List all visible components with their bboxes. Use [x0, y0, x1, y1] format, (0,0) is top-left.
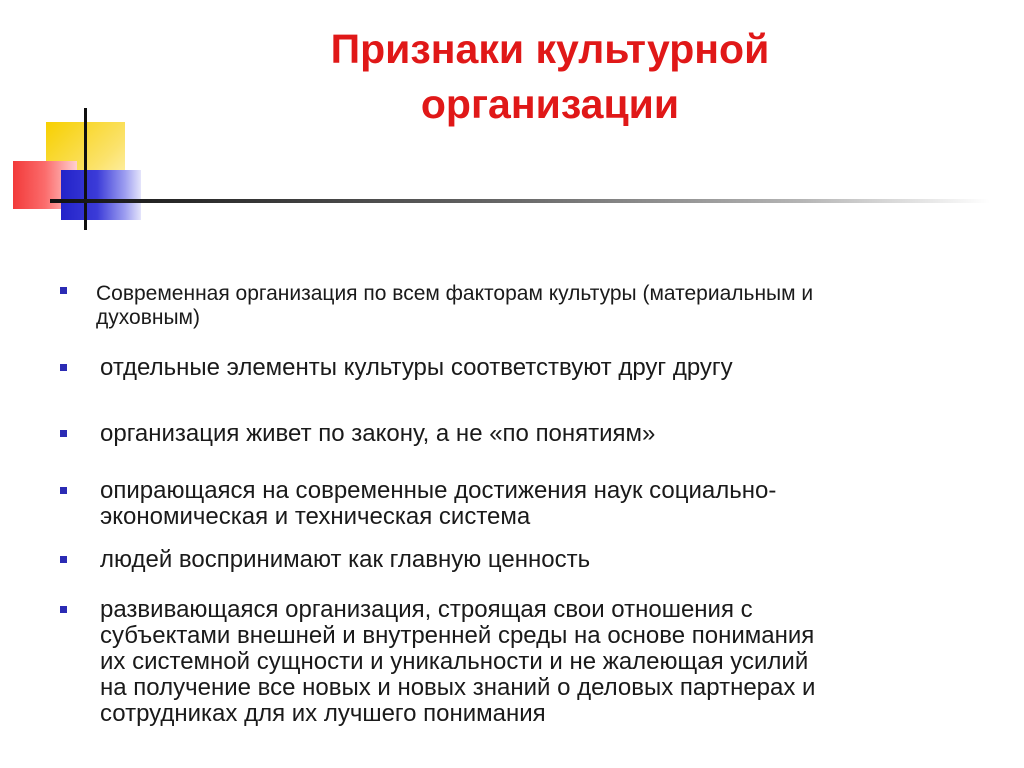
- bullet-square-icon: [60, 606, 67, 613]
- bullet-text: людей воспринимают как главную ценность: [100, 546, 591, 573]
- title-line-2: организации: [420, 81, 680, 127]
- slide-title: [200, 22, 900, 132]
- bullet-square-icon: [60, 556, 67, 563]
- bullet-text: развивающаяся организация, строящая свои отношения с субъектами внешней и внутренней среды на основе понимания их системной сущности и уникальности и не жалеющая усилий на получение все новых и новых знаний о деловых партнерах и сотрудниках для их лучшего понимания: [100, 596, 816, 727]
- blue-square-decoration: [61, 170, 141, 220]
- vertical-line-decoration: [84, 108, 87, 230]
- bullet-text: опирающаяся на современные достижения наук социально- экономическая и техническая система: [100, 477, 777, 530]
- bullet-text: Современная организация по всем факторам культуры (материальным и духовным): [96, 282, 814, 329]
- bullet-text: организация живет по закону, а не «по понятиям»: [100, 420, 656, 447]
- bullet-square-icon: [60, 487, 67, 494]
- bullet-text: отдельные элементы культуры соответствуют друг другу: [100, 354, 733, 381]
- bullet-square-icon: [60, 364, 67, 371]
- horizontal-divider-line: [50, 199, 990, 203]
- bullet-square-icon: [60, 430, 67, 437]
- bullet-square-icon: [60, 287, 67, 294]
- title-line-1: Признаки культурной: [330, 26, 770, 72]
